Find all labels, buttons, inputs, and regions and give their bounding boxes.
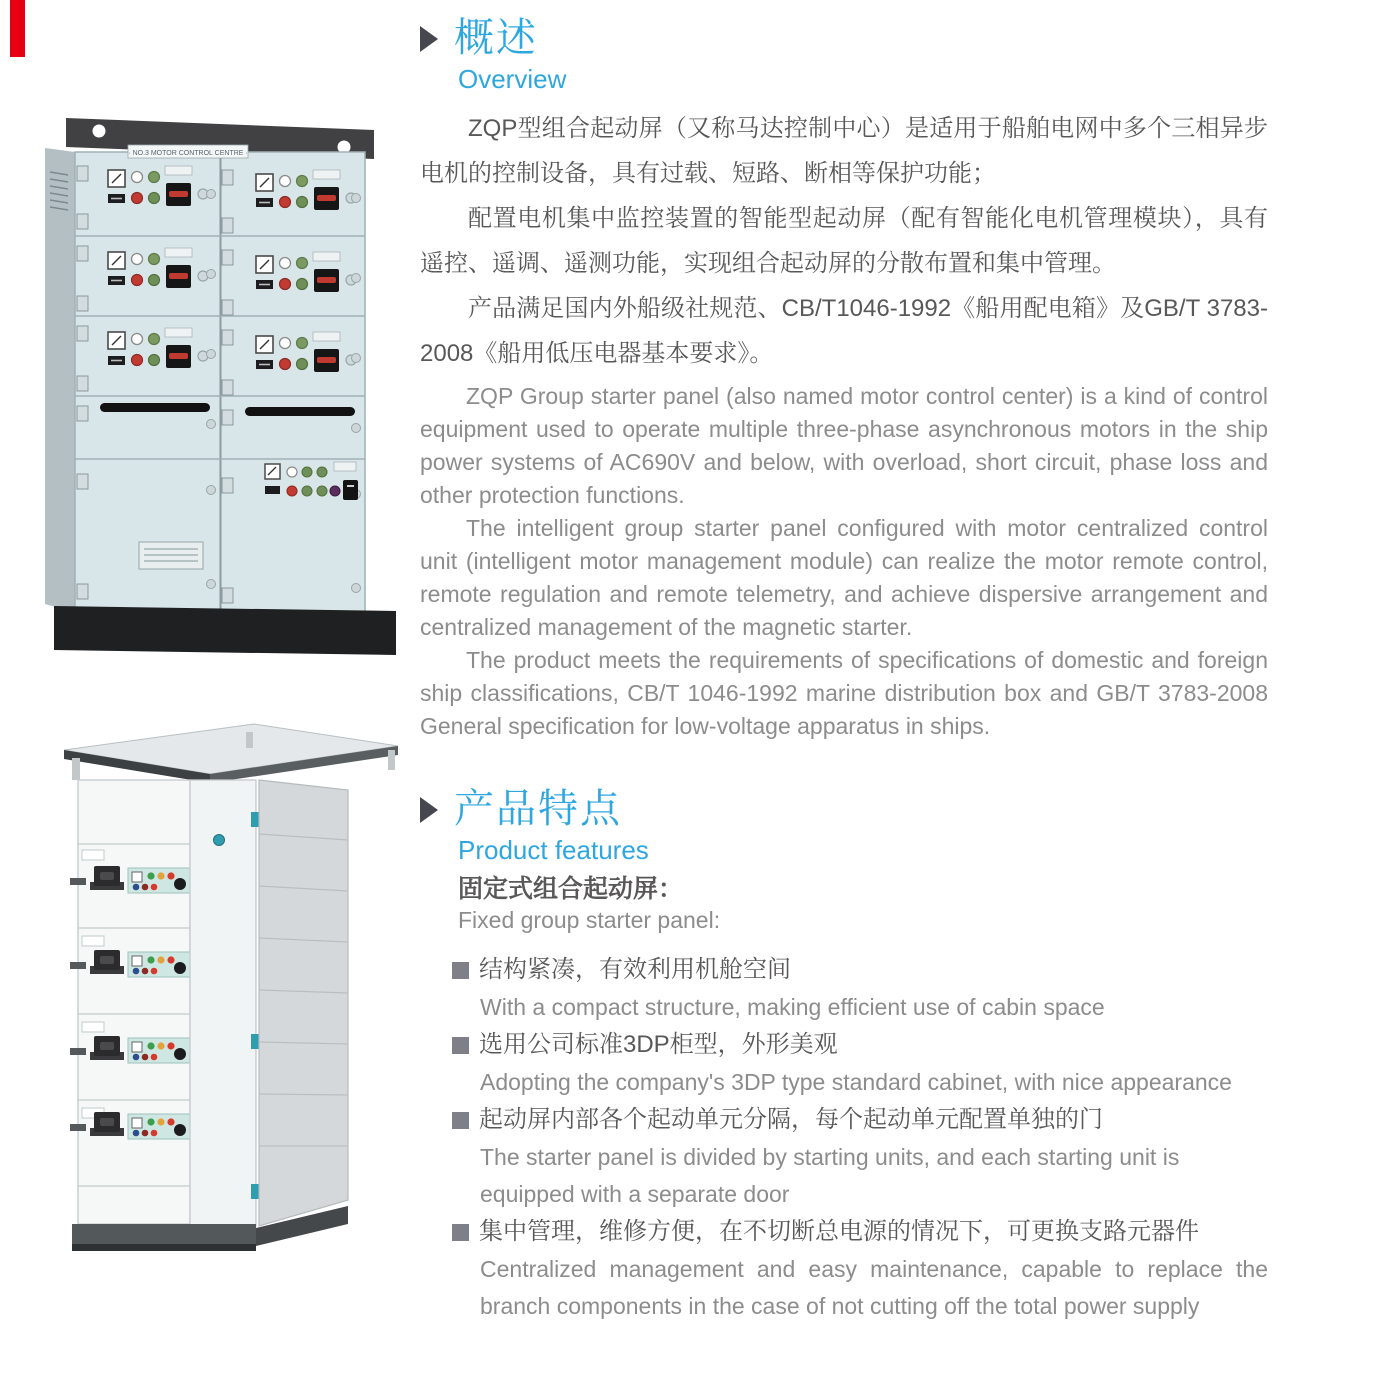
cabinet1-front — [75, 145, 365, 612]
feature-en-text: The starter panel is divided by starting units, and each starting unit is equipped with a separate door — [480, 1144, 1180, 1207]
feature-item — [452, 1026, 1268, 1101]
cabinet1-side-panel — [45, 148, 75, 612]
content-column — [420, 14, 1268, 1325]
cabinet1-title-plate — [128, 145, 248, 158]
bullet-square-icon — [452, 1224, 469, 1241]
cabinet2-middle-door — [190, 780, 256, 1226]
feature-item — [452, 951, 1268, 1026]
features-subtitle-en: Fixed group starter panel: — [458, 907, 721, 933]
page-corner-red-tab — [10, 0, 25, 57]
overview-title-en: Overview — [458, 64, 567, 94]
bullet-square-icon — [452, 962, 469, 979]
overview-paragraph-en: The intelligent group starter panel configured with motor centralized control unit (intelligent motor management module) can realize the motor remote control, remote regulation and remote telemetry, and achieve dispersive arrangement and centralized management of the magnetic starter. — [420, 515, 1268, 640]
features-subheading — [458, 873, 1268, 935]
cabinet1-plinth — [54, 606, 396, 655]
feature-zh-text: 起动屏内部各个起动单元分隔，每个起动单元配置单独的门 — [479, 1106, 1103, 1133]
overview-section — [420, 14, 1268, 743]
features-title-en: Product features — [458, 835, 649, 865]
feature-zh-text: 结构紧凑，有效利用机舱空间 — [479, 956, 791, 983]
section-marker-triangle-icon — [420, 797, 438, 823]
cabinet1-nameplate — [139, 542, 203, 569]
feature-zh-line — [452, 951, 1268, 989]
cabinet2-unit-column — [70, 780, 190, 1224]
overview-paragraph-zh: 配置电机集中监控装置的智能型起动屏（配有智能化电机管理模块），具有遥控、遥调、遥测功能，实现组合起动屏的分散布置和集中管理。 — [420, 205, 1268, 277]
features-section — [420, 785, 1268, 1325]
features-subtitle-zh: 固定式组合起动屏： — [458, 875, 684, 903]
feature-zh-line — [452, 1101, 1268, 1139]
bullet-square-icon — [452, 1037, 469, 1054]
overview-header — [420, 14, 1268, 96]
feature-en-text: Centralized management and easy maintenance, capable to replace the branch components in the case of not cutting off the total power supply — [480, 1256, 1268, 1319]
overview-paragraph-zh: ZQP型组合起动屏（又称马达控制中心）是适用于船舶电网中多个三相异步电机的控制设备，具有过载、短路、断相等保护功能； — [420, 115, 1268, 187]
feature-item — [452, 1213, 1268, 1325]
product-photo-starter-panel — [44, 114, 400, 665]
overview-title-zh: 概述 — [454, 16, 538, 60]
overview-paragraph-en: ZQP Group starter panel (also named motor control center) is a kind of control equipment used to operate multiple three-phase asynchronous motors in the ship power systems of AC690V and below, with overload, short circuit, phase loss and other protection functions. — [420, 383, 1268, 508]
cabinet2-roof — [64, 724, 398, 783]
feature-zh-text: 集中管理，维修方便，在不切断总电源的情况下，可更换支路元器件 — [479, 1218, 1199, 1245]
cabinet2-illustration — [58, 716, 403, 1272]
bullet-square-icon — [452, 1112, 469, 1129]
features-title-zh: 产品特点 — [454, 787, 622, 831]
feature-zh-line — [452, 1026, 1268, 1064]
feature-en-text: Adopting the company's 3DP type standard cabinet, with nice appearance — [480, 1069, 1232, 1095]
overview-paragraph-zh: 产品满足国内外船级社规范、CB/T1046-1992《船用配电箱》及GB/T 3783-2008《船用低压电器基本要求》。 — [420, 295, 1268, 367]
feature-zh-line — [452, 1213, 1268, 1251]
overview-paragraph-en: The product meets the requirements of specifications of domestic and foreign ship classifications, CB/T 1046-1992 marine distribution box and GB/T 3783-2008 General specification for low-voltage apparatus in ships. — [420, 647, 1268, 739]
features-list — [452, 951, 1268, 1325]
feature-en-text: With a compact structure, making efficient use of cabin space — [480, 994, 1105, 1020]
product-photo-fixed-cabinet — [58, 716, 403, 1277]
features-header — [420, 785, 1268, 867]
cabinet2-side-panel — [259, 780, 348, 1226]
feature-zh-text: 选用公司标准3DP柜型，外形美观 — [479, 1031, 838, 1058]
svg-text:· NO.3 MOTOR CONTROL CENTRE ·: · NO.3 MOTOR CONTROL CENTRE · — [128, 150, 248, 157]
cabinet1-illustration — [44, 114, 400, 660]
section-marker-triangle-icon — [420, 26, 438, 52]
feature-item — [452, 1101, 1268, 1213]
